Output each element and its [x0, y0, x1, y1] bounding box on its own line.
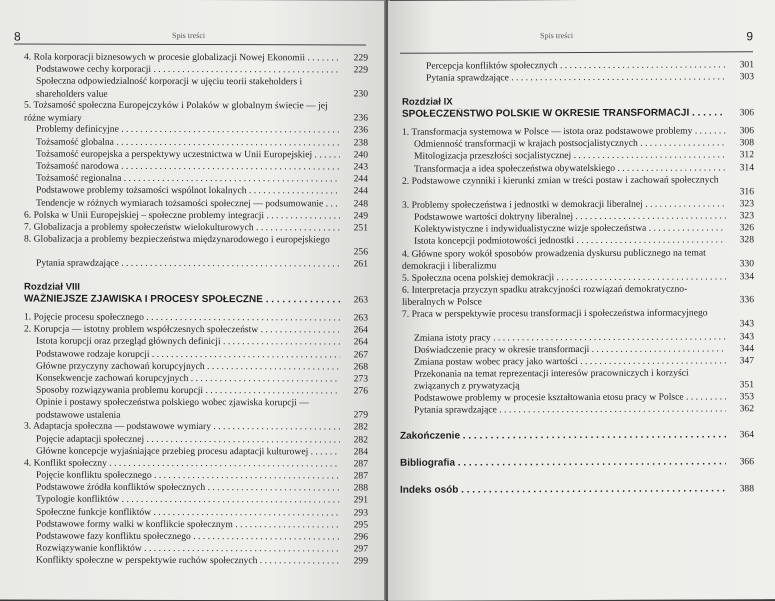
toc-entry-title: Podstawowe problemy w procesie kształtowania etosu pracy w Polsce . . . — [414, 392, 726, 406]
toc-entry-title: Konflikty społeczne w perspektywie ruchów społecznych . . . — [36, 555, 340, 568]
toc-entry-title: Pytania sprawdzające . . . — [414, 404, 726, 418]
toc-entry-title: 7. Globalizacja a problemy społeczeństw wielokulturowych . . . — [24, 221, 340, 234]
toc-entry — [24, 258, 368, 271]
toc-entry — [24, 494, 368, 507]
toc-entry-title: Zmiana postaw wobec pracy jako wartości . . . — [414, 355, 726, 369]
toc-entry-page: 279 — [353, 409, 368, 421]
chapter-page: 263 — [353, 294, 368, 306]
toc-entry-title: Podstawowe problemy tożsamości wspólnot lokalnych . . . — [36, 185, 340, 198]
toc-entry — [24, 160, 368, 173]
toc-entry-title: 5. Tożsamość społeczna Europejczyków i Polaków w globalnym świecie — jej różne wymiary — [24, 99, 328, 124]
chapter-title: SPOŁECZEŃSTWO POLSKIE W OKRESIE TRANSFORMACJI . . . — [402, 107, 726, 121]
toc-entry-title: 4. Główne spory wokół sposobów prowadzenia dyskursu publicznego na temat demokracji i liberalizmu — [402, 246, 706, 272]
toc-entry-page: 323 — [739, 210, 754, 222]
toc-entry — [402, 283, 754, 309]
toc-entry-page: 229 — [353, 64, 368, 76]
toc-entry-page: 336 — [739, 294, 754, 306]
back-matter-title: Zakończenie . . . — [400, 429, 726, 443]
toc-entry-title: Pytania sprawdzające . . . — [426, 72, 726, 86]
toc-entry-title: Problemy definicyjne . . . — [36, 124, 340, 137]
toc-entry-page: 330 — [739, 258, 754, 270]
toc-entry-title: Sposoby rozwiązywania problemu korupcji . . . — [36, 385, 340, 398]
toc-entry-page: 343 — [739, 330, 754, 342]
toc-entry-page: 301 — [739, 59, 754, 71]
toc-entry — [24, 457, 368, 470]
toc-entry-title: Podstawowe cechy korporacji . . . — [36, 64, 340, 77]
toc-entry-title: Społeczne funkcje konfliktów . . . — [36, 506, 340, 519]
toc-entry — [24, 421, 368, 434]
toc-entry-page: 236 — [353, 112, 368, 124]
toc-entry — [24, 76, 368, 101]
back-matter-page: 388 — [739, 483, 754, 495]
chapter-heading — [402, 95, 754, 123]
toc-entry-title: Odmienność transformacji w krajach postsocjalistycznych . . . — [414, 138, 726, 152]
toc-entry-title: Podstawowe formy walki w konflikcie społecznym . . . — [36, 518, 340, 531]
toc-entry-page: 347 — [739, 355, 754, 367]
toc-entry-title: Główne koncepcje wyjaśniające przebieg procesu adaptacji kulturowej . . . — [36, 445, 340, 458]
toc-entry-title: Opinie i postawy społeczeństwa polskiego wobec zjawiska korupcji — podstawowe ustalenia — [36, 396, 309, 421]
toc-entry-page: 288 — [353, 482, 368, 494]
toc-entry-title: Transformacja a idea społeczeństwa obywatelskiego . . . — [414, 162, 726, 176]
toc-entry-title: Typologie konfliktów . . . — [36, 494, 340, 507]
toc-entry-title: Tożsamość europejska a perspektywy uczestnictwa w Unii Europejskiej . . . — [36, 148, 340, 161]
left-page — [0, 0, 386, 601]
toc-entry-title: 2. Korupcja — istotny problem współczesnych społeczeństw . . . — [24, 324, 340, 337]
toc-entry — [24, 518, 368, 531]
toc-entry-title: 6. Polska w Unii Europejskiej – społeczne problemy integracji . . . — [24, 209, 340, 222]
toc-list-top — [414, 59, 754, 85]
toc-entry-title: Pojęcie konfliktu społecznego . . . — [36, 470, 340, 483]
toc-entry-title: Tożsamość globalna . . . — [36, 136, 340, 149]
toc-entry-page: 296 — [353, 531, 368, 543]
running-head: Spis treści — [540, 31, 574, 41]
chapter-heading — [24, 282, 368, 309]
chapter-label: Rozdział VIII — [24, 281, 80, 293]
back-matter-entry — [400, 483, 754, 512]
running-head: Spis treści — [172, 30, 206, 41]
toc-entry-page: 256 — [353, 246, 368, 258]
toc-entry-page: 238 — [353, 136, 368, 149]
toc-entry-title: 6. Interpretacja przyczyn spadku atrakcyjności rozwiązań demokratyczno-liberalnych w Polsce — [402, 283, 688, 308]
toc-entry-page: 323 — [739, 197, 754, 210]
toc-entry-page: 303 — [739, 71, 754, 83]
toc-entry-title: Podstawowe rodzaje korupcji . . . — [36, 348, 340, 361]
toc-entry-title: Społeczna odpowiedzialność korporacji w ujęciu teorii stakeholders i shareholders value — [36, 75, 303, 100]
toc-entry-title: Doświadczenie pracy w okresie transformacji . . . — [414, 343, 726, 357]
toc-entry — [24, 531, 368, 544]
toc-entry — [24, 64, 368, 77]
toc-entry-page: 284 — [353, 446, 368, 458]
toc-list-bottom — [24, 312, 368, 568]
toc-entry — [24, 470, 368, 483]
toc-entry-page: 244 — [353, 173, 368, 185]
toc-entry-title: Tendencje w różnych wymiarach tożsamości społecznej — podsumowanie . . . — [36, 197, 340, 210]
toc-entry-page: 287 — [353, 470, 368, 482]
toc-entry-title: Tożsamość regionalna . . . — [36, 173, 340, 186]
toc-entry — [24, 385, 368, 398]
toc-entry-title: 1. Transformacja systemowa w Polsce — istota oraz podstawowe problemy . . . — [402, 125, 726, 139]
toc-entry — [24, 124, 368, 137]
toc-entry-page: 261 — [353, 258, 368, 270]
toc-entry — [24, 543, 368, 556]
toc-entry-page: 243 — [353, 161, 368, 173]
toc-entry-title: Kolektywistyczne i indywidualistyczne wizje społeczeństwa . . . — [414, 222, 726, 236]
toc-entry-title: Główne przyczyny zachowań korupcyjnych . . . — [36, 360, 340, 373]
toc-entry — [24, 360, 368, 373]
toc-entry-title: Podstawowe fazy konfliktu społecznego . . . — [36, 531, 340, 544]
toc-entry-page: 263 — [353, 312, 368, 324]
right-page — [388, 0, 775, 601]
toc-entry — [402, 404, 754, 418]
toc-entry-page: 344 — [739, 343, 754, 355]
toc-entry — [24, 372, 368, 385]
toc-entry — [402, 307, 754, 333]
toc-entry-title: Mitologizacja przeszłości socjalistycznej . . . — [414, 150, 726, 164]
toc-entry-title: 3. Adaptacja społeczna — podstawowe wymiary . . . — [24, 421, 340, 434]
toc-entry-page: 343 — [739, 318, 754, 330]
back-matter-title: Bibliografia . . . — [400, 456, 726, 470]
toc-entry-title: Przekonania na temat reprezentacji interesów pracowniczych i korzyści związanych z prywatyzacją — [414, 367, 689, 393]
toc-entry-page: 328 — [739, 234, 754, 246]
toc-entry — [24, 482, 368, 495]
toc-entry-page: 306 — [739, 125, 754, 137]
toc-entry-page: 287 — [353, 458, 368, 470]
toc-entry-title: 5. Społeczna ocena polskiej demokracji . . . — [402, 271, 726, 285]
toc-entry-page: 314 — [739, 161, 754, 173]
toc-entry-page: 249 — [353, 210, 368, 222]
toc-entry — [24, 148, 368, 161]
toc-entry-page: 308 — [739, 137, 754, 149]
toc-entry — [24, 209, 368, 222]
toc-entry — [414, 71, 754, 85]
toc-entry-page: 362 — [739, 403, 754, 415]
toc-entry-title: Tożsamość narodowa . . . — [36, 161, 340, 174]
toc-entry-page: 230 — [353, 88, 368, 100]
chapter-label: Rozdział IX — [402, 96, 453, 108]
toc-entry — [24, 506, 368, 519]
toc-entry — [24, 348, 368, 361]
toc-entry-page: 295 — [353, 519, 368, 531]
toc-entry — [24, 100, 368, 125]
toc-entry — [24, 52, 368, 65]
toc-entry — [24, 397, 368, 422]
toc-entry — [402, 174, 754, 200]
toc-entry-page: 229 — [353, 52, 368, 64]
toc-entry — [24, 221, 368, 234]
back-matter-page: 364 — [739, 429, 754, 441]
toc-entry-page: 276 — [353, 385, 368, 397]
toc-entry-title: 2. Podstawowe czynniki i kierunki zmian w treści postaw i zachowań społecznych — [402, 174, 719, 187]
toc-entry-title: Zmiana istoty pracy . . . — [414, 331, 726, 345]
toc-entry — [24, 445, 368, 458]
page-number: 9 — [746, 29, 753, 44]
toc-entry-title: Istota korupcji oraz przegląd głównych definicji . . . — [36, 336, 340, 349]
toc-entry-title: Percepcja konfliktów społecznych . . . — [426, 59, 726, 73]
toc-list-top — [24, 52, 368, 271]
toc-entry — [24, 433, 368, 446]
toc-entry — [24, 312, 368, 325]
toc-entry-page: 282 — [353, 433, 368, 445]
toc-entry-page: 264 — [353, 324, 368, 336]
toc-entry-page: 268 — [353, 361, 368, 373]
toc-entry-title: Konsekwencje zachowań korupcyjnych . . . — [36, 373, 340, 386]
toc-entry — [24, 173, 368, 186]
toc-entry-page: 334 — [739, 270, 754, 282]
toc-entry-page: 316 — [739, 185, 754, 197]
toc-entry-page: 267 — [353, 348, 368, 361]
toc-entry-title: 7. Praca w perspektywie procesu transformacji i społeczeństwa informacyjnego — [402, 307, 708, 320]
toc-entry-title: Pojęcie adaptacji społecznej . . . — [36, 433, 340, 446]
toc-entry-page: 282 — [353, 421, 368, 433]
toc-entry-page: 251 — [353, 222, 368, 234]
header-rule — [14, 44, 366, 46]
toc-list-bottom — [402, 125, 754, 417]
toc-entry — [24, 234, 368, 259]
toc-entry — [24, 555, 368, 568]
toc-entry-title: Podstawowe wartości doktryny liberalnej . . . — [414, 210, 726, 224]
chapter-page: 306 — [739, 107, 754, 119]
toc-entry — [24, 197, 368, 210]
toc-entry-title: 3. Problemy społeczeństwa i jednostki w demokracji liberalnej . . . — [402, 198, 726, 212]
header-rule — [400, 51, 753, 54]
toc-entry-title: 4. Rola korporacji biznesowych w procesie globalizacji Nowej Ekonomii . . . — [24, 52, 340, 65]
toc-entry-title: Pytania sprawdzające . . . — [36, 258, 340, 271]
toc-entry-page: 273 — [353, 373, 368, 385]
back-matter-entry — [400, 429, 754, 458]
toc-entry-title: 4. Konflikt społeczny . . . — [24, 457, 340, 470]
back-matter-page: 366 — [739, 456, 754, 468]
toc-entry — [402, 367, 754, 393]
toc-entry — [24, 136, 368, 149]
toc-entry-page: 244 — [353, 185, 368, 197]
toc-entry-title: 1. Pojęcie procesu społecznego . . . — [24, 312, 340, 325]
toc-entry — [24, 336, 368, 349]
toc-entry — [24, 185, 368, 198]
toc-entry-title: Podstawowe źródła konfliktów społecznych . . . — [36, 482, 340, 495]
toc-entry-page: 299 — [353, 555, 368, 567]
toc-entry-page: 248 — [353, 197, 368, 209]
toc-entry-title: Rozwiązywanie konfliktów . . . — [36, 543, 340, 556]
chapter-title: WAŻNIEJSZE ZJAWISKA I PROCESY SPOŁECZNE . . . — [24, 294, 340, 307]
toc-entry-page: 293 — [353, 507, 368, 519]
back-matter-entry — [400, 456, 754, 485]
toc-entry-page: 351 — [739, 379, 754, 391]
toc-entry — [24, 324, 368, 337]
back-matter-list — [400, 429, 754, 512]
toc-entry-page: 353 — [739, 391, 754, 403]
back-matter-title: Indeks osób . . . — [400, 483, 726, 497]
toc-entry — [402, 247, 754, 273]
toc-entry-page: 326 — [739, 222, 754, 234]
toc-entry-page: 264 — [353, 336, 368, 348]
toc-entry-page: 236 — [353, 124, 368, 136]
toc-entry-title: Istota koncepcji podmiotowości jednostki . . . — [414, 235, 726, 249]
toc-entry-page: 291 — [353, 494, 368, 506]
toc-entry-page: 297 — [353, 543, 368, 555]
page-number: 8 — [14, 29, 21, 44]
toc-entry-title: 8. Globalizacja a problemy bezpieczeństwa międzynarodowego i europejskiego — [24, 233, 330, 246]
toc-entry-page: 312 — [739, 149, 754, 161]
toc-entry-page: 240 — [353, 149, 368, 161]
